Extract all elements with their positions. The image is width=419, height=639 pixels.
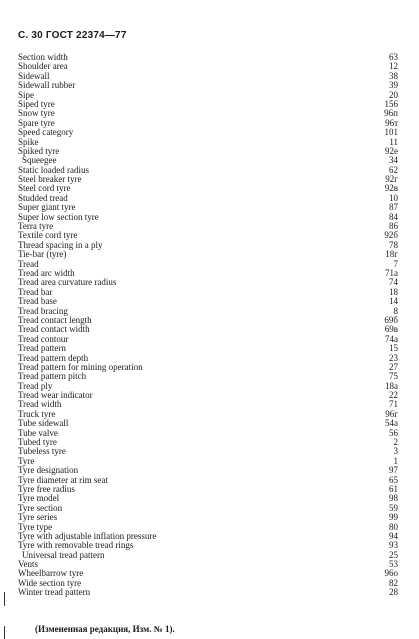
term-number: 94 xyxy=(389,530,398,541)
term-number: 61 xyxy=(389,483,398,494)
term-number: 56 xyxy=(389,427,398,438)
term-label: Siped tyre xyxy=(18,98,55,109)
term-label: Tyre section xyxy=(18,502,63,513)
term-label: Tread width xyxy=(18,399,62,410)
term-label: Tube valve xyxy=(18,427,58,438)
index-row xyxy=(18,325,398,334)
term-number: 54а xyxy=(385,418,398,429)
index-row xyxy=(18,91,398,100)
index-row xyxy=(18,260,398,269)
term-label: Terra tyre xyxy=(18,221,54,232)
term-label: Tyre model xyxy=(18,493,60,504)
term-number: 38 xyxy=(389,70,398,81)
term-label: Spike xyxy=(18,136,39,147)
margin-mark xyxy=(4,592,5,606)
index-row xyxy=(18,494,398,503)
term-label: Studded tread xyxy=(18,192,68,203)
index-row xyxy=(18,504,398,513)
term-number: 14 xyxy=(389,296,398,307)
term-number: 12 xyxy=(389,61,398,72)
term-number: 69в xyxy=(384,324,398,335)
term-label: Tread area curvature radius xyxy=(18,277,117,288)
term-label: Tyre series xyxy=(18,512,58,523)
term-index xyxy=(18,53,398,598)
index-row xyxy=(18,410,398,419)
term-label: Tread xyxy=(18,258,39,269)
term-label: Squeegee xyxy=(22,155,57,166)
term-number: 101 xyxy=(384,127,398,138)
index-row xyxy=(18,213,398,222)
term-number: 11 xyxy=(389,136,398,147)
index-row xyxy=(18,184,398,193)
term-number: 25 xyxy=(389,549,398,560)
term-label: Thread spacing in a ply xyxy=(18,239,103,250)
index-row xyxy=(18,485,398,494)
index-row xyxy=(18,429,398,438)
term-label: Textile cord tyre xyxy=(18,230,78,241)
term-label: Tubeless tyre xyxy=(18,446,66,457)
term-number: 98 xyxy=(389,493,398,504)
term-number: 92в xyxy=(384,183,398,194)
term-label: Tube sidewall xyxy=(18,418,69,429)
term-label: Steel breaker tyre xyxy=(18,174,82,185)
term-number: 99 xyxy=(389,512,398,523)
term-number: 15 xyxy=(389,343,398,354)
index-row xyxy=(18,100,398,109)
term-number: 53 xyxy=(389,559,398,570)
term-label: Vents xyxy=(18,559,38,570)
term-number: 10 xyxy=(389,192,398,203)
term-number: 96г xyxy=(385,408,398,419)
term-number: 8 xyxy=(393,305,398,316)
index-row xyxy=(18,62,398,71)
term-label: Tread pattern for mining operation xyxy=(18,361,143,372)
term-label: Tyre xyxy=(18,455,35,466)
term-label: Tread pattern pitch xyxy=(18,371,87,382)
index-row xyxy=(18,297,398,306)
term-label: Sidewall xyxy=(18,70,50,81)
term-label: Shoulder area xyxy=(18,61,68,72)
index-row xyxy=(18,175,398,184)
index-row xyxy=(18,278,398,287)
term-label: Tread pattern depth xyxy=(18,352,89,363)
term-number: 71а xyxy=(385,267,398,278)
index-row xyxy=(18,372,398,381)
margin-mark xyxy=(4,626,5,639)
term-label: Spiked tyre xyxy=(18,145,60,156)
term-number: 59 xyxy=(389,502,398,513)
term-label: Tyre designation xyxy=(18,465,79,476)
term-label: Steel cord tyre xyxy=(18,183,71,194)
page-header: С. 30 ГОСТ 22374—77 xyxy=(18,30,127,41)
term-number: 96п xyxy=(384,108,398,119)
amendment-note: (Измененная редакция, Изм. № 1). xyxy=(35,624,175,634)
term-number: 92г xyxy=(385,174,398,185)
term-label: Tyre with adjustable inflation pressure xyxy=(18,530,157,541)
term-number: 92е xyxy=(385,145,398,156)
term-label: Super low section tyre xyxy=(18,211,99,222)
index-row xyxy=(18,588,398,597)
term-number: 71 xyxy=(389,399,398,410)
index-row xyxy=(18,419,398,428)
term-label: Winter tread pattern xyxy=(18,587,91,598)
term-number: 18а xyxy=(385,380,398,391)
term-label: Static loaded radius xyxy=(18,164,89,175)
term-label: Tread bar xyxy=(18,286,53,297)
term-number: 63 xyxy=(389,52,398,62)
term-label: Spare tyre xyxy=(18,117,55,128)
term-label: Super giant tyre xyxy=(18,202,76,213)
index-row xyxy=(18,400,398,409)
term-label: Sipe xyxy=(18,89,35,100)
term-number: 74а xyxy=(385,333,398,344)
term-number: 87 xyxy=(389,202,398,213)
term-number: 1 xyxy=(393,455,398,466)
term-number: 34 xyxy=(389,155,398,166)
index-row xyxy=(18,138,398,147)
term-number: 74 xyxy=(389,277,398,288)
term-label: Section width xyxy=(18,52,68,62)
term-label: Tread base xyxy=(18,296,57,307)
term-label: Truck tyre xyxy=(18,408,56,419)
term-number: 39 xyxy=(389,80,398,91)
index-row xyxy=(18,81,398,90)
index-row xyxy=(18,335,398,344)
index-row xyxy=(18,288,398,297)
index-row xyxy=(18,438,398,447)
term-label: Tread ply xyxy=(18,380,53,391)
term-number: 18г xyxy=(385,249,398,260)
index-row xyxy=(18,128,398,137)
term-number: 27 xyxy=(389,361,398,372)
term-label: Tyre with removable tread rings xyxy=(18,540,134,551)
term-number: 93 xyxy=(389,540,398,551)
term-label: Tread contour xyxy=(18,333,69,344)
term-number: 22 xyxy=(389,390,398,401)
index-row xyxy=(18,147,398,156)
term-label: Wide section tyre xyxy=(18,577,82,588)
term-number: 82 xyxy=(389,577,398,588)
index-row xyxy=(18,250,398,259)
term-label: Tread bracing xyxy=(18,305,68,316)
index-row xyxy=(18,109,398,118)
term-label: Tread arc width xyxy=(18,267,75,278)
term-number: 96т xyxy=(385,117,398,128)
index-row xyxy=(18,476,398,485)
term-number: 3 xyxy=(393,446,398,457)
term-label: Sidewall rubber xyxy=(18,80,76,91)
term-number: 69б xyxy=(384,314,398,325)
term-label: Snow tyre xyxy=(18,108,55,119)
term-number: 86 xyxy=(389,221,398,232)
term-label: Tyre type xyxy=(18,521,53,532)
term-label: Speed category xyxy=(18,127,74,138)
term-label: Tread wear indicator xyxy=(18,390,93,401)
term-number: 92б xyxy=(384,230,398,241)
term-number: 65 xyxy=(389,474,398,485)
term-label: Tread pattern xyxy=(18,343,66,354)
term-label: Tubed tyre xyxy=(18,437,57,448)
term-number: 97 xyxy=(389,465,398,476)
term-label: Tie-bar (tyre) xyxy=(18,249,67,260)
term-label: Tyre diameter at rim seat xyxy=(18,474,108,485)
index-row xyxy=(18,551,398,560)
term-number: 78 xyxy=(389,239,398,250)
term-number: 96о xyxy=(384,568,398,579)
term-number: 23 xyxy=(389,352,398,363)
index-row xyxy=(18,447,398,456)
term-label: Tread contact length xyxy=(18,314,92,325)
term-label: Wheelbarrow tyre xyxy=(18,568,84,579)
index-row xyxy=(18,513,398,522)
term-number: 84 xyxy=(389,211,398,222)
term-number: 156 xyxy=(384,98,398,109)
term-number: 2 xyxy=(393,437,398,448)
index-row xyxy=(18,53,398,62)
index-row xyxy=(18,241,398,250)
term-number: 62 xyxy=(389,164,398,175)
term-number: 7 xyxy=(393,258,398,269)
term-number: 20 xyxy=(389,89,398,100)
term-number: 75 xyxy=(389,371,398,382)
index-row xyxy=(18,119,398,128)
term-label: Tread contact width xyxy=(18,324,90,335)
index-row xyxy=(18,391,398,400)
index-row xyxy=(18,72,398,81)
term-number: 28 xyxy=(389,587,398,598)
term-number: 80 xyxy=(389,521,398,532)
term-label: Tyre free radius xyxy=(18,483,75,494)
term-number: 18 xyxy=(389,286,398,297)
term-label: Universal tread pattern xyxy=(22,549,105,560)
